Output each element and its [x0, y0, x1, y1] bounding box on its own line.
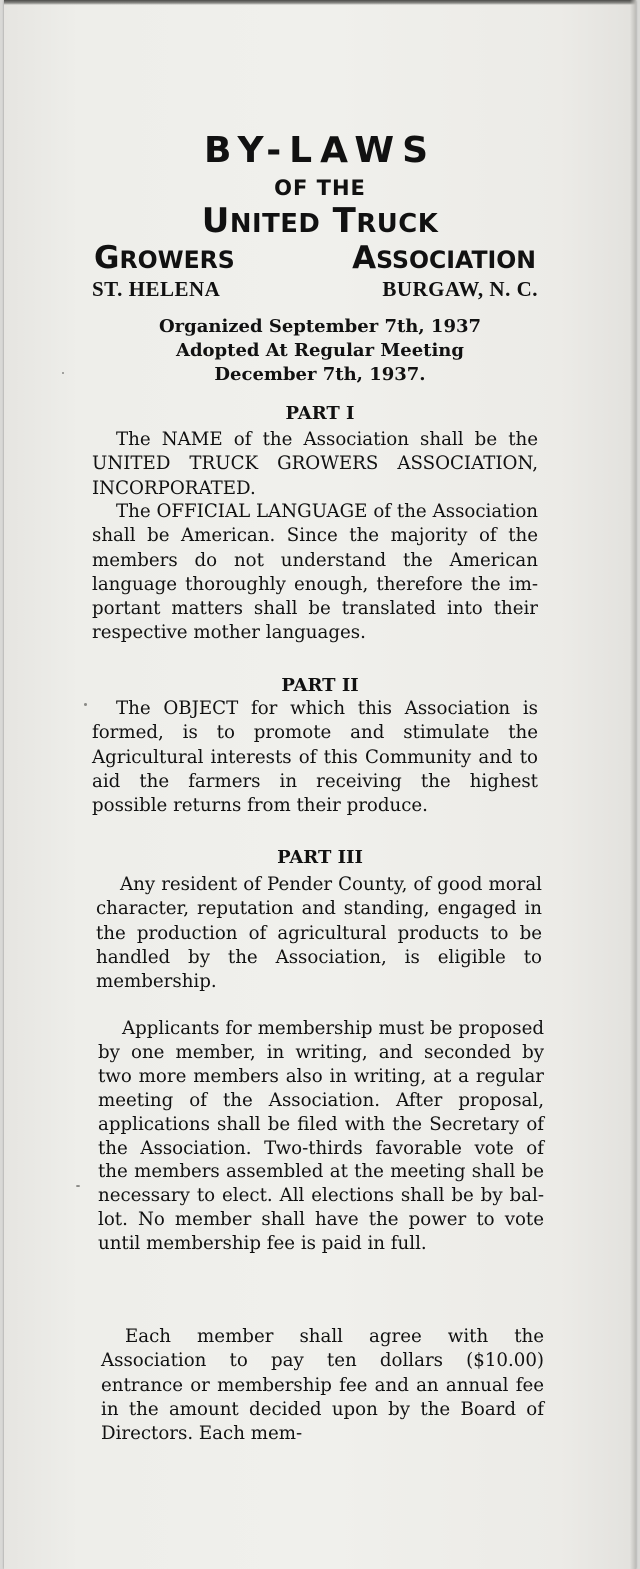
paper-speck	[84, 703, 87, 706]
org-name-line-1	[4, 201, 636, 241]
location-left: ST. HELENA	[92, 277, 221, 301]
org-name-rest: RUCK	[356, 209, 439, 239]
part-3-paragraph-eligibility: Any resident of Pender County, of good moral character, reputation and standing, engaged in the production of agricultural products to be handled by the Association, is eligible to membership.	[96, 874, 542, 993]
location-right: BURGAW, N. C.	[382, 277, 538, 301]
part-3-paragraph-fees: Each member shall agree with the Association to pay ten dollars ($10.00) entrance or membership fee and an annual fee in the amount decided upon by the Board of Directors. Each mem-	[101, 1326, 544, 1445]
part-3-paragraph-applicants: Applicants for membership must be proposed by one member, in writing, and seconded by two more members also in writing, at a regular meeting of the Association. After proposal, applications shall be filed with the Secretary of the Association. Two-thirds favorable vote of the members assembled at the meeting shall be necessary to elect. All elections shall be by ballot. No member shall have the power to vote until membership fee is paid in full.	[98, 1018, 544, 1255]
org-name-rest: SSOCIATION	[376, 246, 536, 274]
document-subtitle: OF THE	[274, 176, 366, 200]
paper-speck	[62, 372, 64, 374]
org-name-initial: T	[332, 201, 357, 241]
location-line	[92, 277, 538, 302]
part-1-paragraph-language: The OFFICIAL LANGUAGE of the Association shall be American. Since the majority of the members do not understand the American language thoroughly enough, therefore the important matters shall be translated into their respective mother languages.	[92, 501, 538, 644]
part-1-paragraph-name: The NAME of the Association shall be the UNITED TRUCK GROWERS ASSOCIATION, INCORPORATED.	[92, 429, 538, 499]
part-3-heading: PART III	[277, 847, 363, 868]
org-name-rest: ROWERS	[119, 246, 235, 274]
org-name-word	[94, 240, 235, 276]
document-title: BY-LAWS	[203, 130, 436, 171]
document-page	[4, 0, 636, 1569]
adopted-line: Adopted At Regular Meeting	[176, 340, 464, 361]
org-name-initial: A	[352, 240, 377, 276]
org-name-line-2	[94, 240, 536, 276]
organized-date: Organized September 7th, 1937	[158, 316, 482, 337]
paper-speck	[76, 1185, 80, 1187]
adopted-date: December 7th, 1937.	[214, 364, 426, 385]
org-name-initial: U	[201, 201, 230, 241]
org-name-initial: G	[94, 240, 120, 276]
org-name-word	[352, 240, 536, 276]
part-2-paragraph-object: The OBJECT for which this Association is formed, is to promote and stimulate the Agricultural interests of this Community and to aid the farmers in receiving the highest possible returns from their produce.	[92, 698, 538, 817]
org-name-rest: NITED	[229, 209, 321, 239]
part-1-heading: PART I	[285, 403, 355, 424]
scan-top-edge	[4, 0, 636, 5]
part-2-heading: PART II	[281, 675, 359, 696]
